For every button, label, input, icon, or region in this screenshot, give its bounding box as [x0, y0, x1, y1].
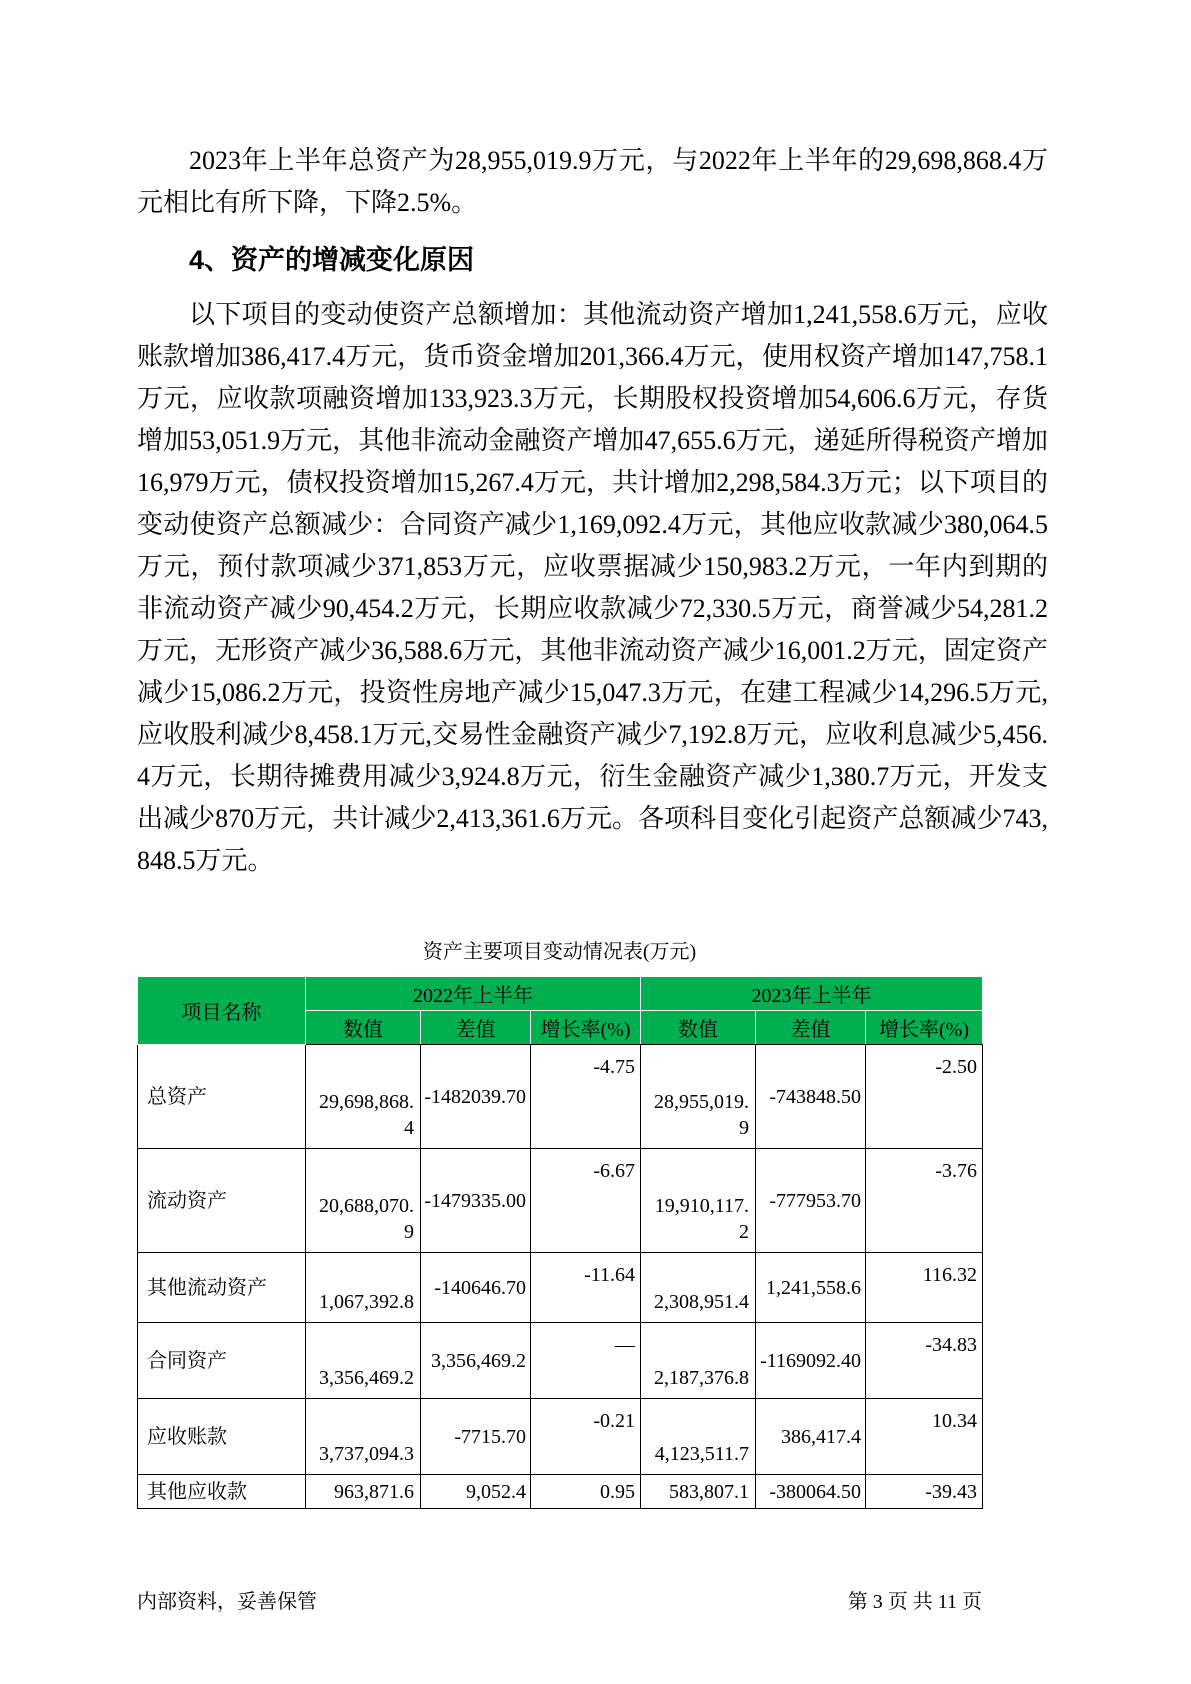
cell-diff-2022: 3,356,469.2	[421, 1323, 531, 1399]
cell-value-2023: 28,955,019.9	[641, 1045, 756, 1149]
row-item-name: 应收账款	[138, 1399, 306, 1475]
paragraph-asset-changes: 以下项目的变动使资产总额增加：其他流动资产增加1,241,558.6万元，应收账款增加386,417.4万元，货币资金增加201,366.4万元，使用权资产增加147,758.1万元，应收款项融资增加133,923.3万元，长期股权投资增加54,606.6万元，存货增加53,051.9万元，其他非流动金融资产增加47,655.6万元，递延所得税资产增加16,979万元，债权投资增加15,267.4万元，共计增加2,298,584.3万元；以下项目的变动使资产总额减少：合同资产减少1,169,092.4万元，其他应收款减少380,064.5万元，预付款项减少371,853万元，应收票据减少150,983.2万元，一年内到期的非流动资产减少90,454.2万元，长期应收款减少72,330.5万元，商誉减少54,281.2万元，无形资产减少36,588.6万元，其他非流动资产减少16,001.2万元，固定资产减少15,086.2万元，投资性房地产减少15,047.3万元，在建工程减少14,296.5万元,应收股利减少8,458.1万元,交易性金融资产减少7,192.8万元，应收利息减少5,456.4万元，长期待摊费用减少3,924.8万元，衍生金融资产减少1,380.7万元，开发支出减少870万元，共计减少2,413,361.6万元。各项科目变化引起资产总额减少743,848.5万元。	[137, 300, 1048, 875]
col-header-group-2023: 2023年上半年	[641, 977, 983, 1011]
footer-page-number: 第 3 页 共 11 页	[847, 1591, 982, 1613]
table-row	[138, 1475, 983, 1509]
cell-diff-2022: -7715.70	[421, 1399, 531, 1475]
cell-value-2023: 2,308,951.4	[641, 1253, 756, 1323]
col-header-value-2023: 数值	[641, 1011, 756, 1045]
cell-diff-2023: -380064.50	[756, 1475, 866, 1509]
cell-growth-2023: -2.50	[866, 1045, 983, 1149]
cell-value-2022: 20,688,070.9	[306, 1149, 421, 1253]
cell-growth-2022: 0.95	[531, 1475, 641, 1509]
table-header-row-groups	[138, 977, 983, 1011]
table-row	[138, 1399, 983, 1475]
cell-diff-2022: -140646.70	[421, 1253, 531, 1323]
page-footer	[137, 1588, 982, 1616]
cell-diff-2023: -1169092.40	[756, 1323, 866, 1399]
row-item-name: 流动资产	[138, 1149, 306, 1253]
footer-confidential-note: 内部资料，妥善保管	[137, 1591, 317, 1613]
cell-value-2022: 963,871.6	[306, 1475, 421, 1509]
cell-value-2023: 2,187,376.8	[641, 1323, 756, 1399]
row-item-name: 其他流动资产	[138, 1253, 306, 1323]
asset-change-table	[137, 976, 983, 1509]
cell-value-2022: 3,356,469.2	[306, 1323, 421, 1399]
table-row	[138, 1253, 983, 1323]
table-caption: 资产主要项目变动情况表(万元)	[422, 941, 697, 963]
row-item-name: 合同资产	[138, 1323, 306, 1399]
col-header-growth-2022: 增长率(%)	[531, 1011, 641, 1045]
cell-growth-2023: -3.76	[866, 1149, 983, 1253]
section-heading: 4、资产的增减变化原因	[189, 245, 475, 275]
cell-value-2023: 583,807.1	[641, 1475, 756, 1509]
cell-growth-2023: -34.83	[866, 1323, 983, 1399]
cell-growth-2022: —	[531, 1323, 641, 1399]
col-header-value-2022: 数值	[306, 1011, 421, 1045]
cell-value-2022: 1,067,392.8	[306, 1253, 421, 1323]
cell-value-2022: 29,698,868.4	[306, 1045, 421, 1149]
row-item-name: 总资产	[138, 1045, 306, 1149]
table-row	[138, 1045, 983, 1149]
cell-diff-2023: -743848.50	[756, 1045, 866, 1149]
asset-table-block	[137, 938, 982, 1509]
row-item-name: 其他应收款	[138, 1475, 306, 1509]
col-header-diff-2023: 差值	[756, 1011, 866, 1045]
cell-diff-2022: -1482039.70	[421, 1045, 531, 1149]
cell-diff-2023: 1,241,558.6	[756, 1253, 866, 1323]
col-header-diff-2022: 差值	[421, 1011, 531, 1045]
col-header-group-2022: 2022年上半年	[306, 977, 641, 1011]
table-row	[138, 1323, 983, 1399]
cell-growth-2022: -11.64	[531, 1253, 641, 1323]
col-header-growth-2023: 增长率(%)	[866, 1011, 983, 1045]
cell-growth-2023: 116.32	[866, 1253, 983, 1323]
body-text	[137, 140, 1048, 882]
cell-growth-2023: -39.43	[866, 1475, 983, 1509]
cell-diff-2023: 386,417.4	[756, 1399, 866, 1475]
col-header-item-name: 项目名称	[138, 977, 306, 1045]
cell-diff-2022: 9,052.4	[421, 1475, 531, 1509]
cell-growth-2022: -4.75	[531, 1045, 641, 1149]
cell-value-2023: 19,910,117.2	[641, 1149, 756, 1253]
cell-value-2022: 3,737,094.3	[306, 1399, 421, 1475]
cell-growth-2022: -0.21	[531, 1399, 641, 1475]
paragraph-total-assets: 2023年上半年总资产为28,955,019.9万元，与2022年上半年的29,698,868.4万元相比有所下降，下降2.5%。	[137, 146, 1048, 217]
cell-growth-2022: -6.67	[531, 1149, 641, 1253]
cell-growth-2023: 10.34	[866, 1399, 983, 1475]
cell-value-2023: 4,123,511.7	[641, 1399, 756, 1475]
cell-diff-2022: -1479335.00	[421, 1149, 531, 1253]
cell-diff-2023: -777953.70	[756, 1149, 866, 1253]
table-row	[138, 1149, 983, 1253]
